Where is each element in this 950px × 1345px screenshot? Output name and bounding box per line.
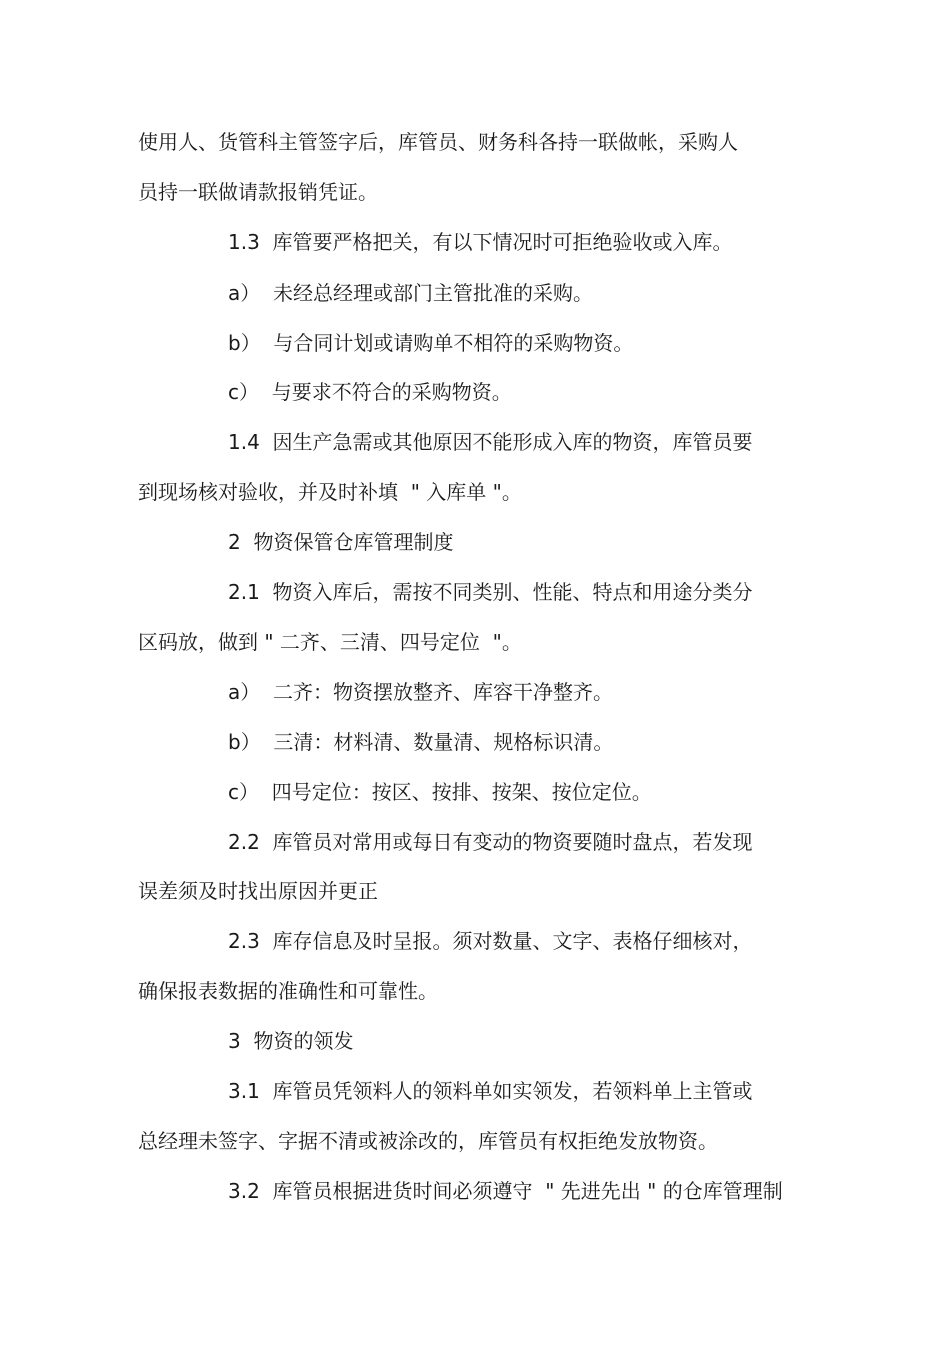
section-heading-3: 3 物资的领发 [228,1029,354,1053]
list-item-a-2: a） 二齐：物资摆放整齐、库容干净整齐。 [228,680,613,704]
paragraph-line-3: 1.3 库管要严格把关，有以下情况时可拒绝验收或入库。 [228,230,733,254]
paragraph-line-9: 误差须及时找出原因并更正 [138,879,378,903]
list-item-c-1: c） 与要求不符合的采购物资。 [228,380,512,404]
paragraph-line-6: 2.1 物资入库后，需按不同类别、性能、特点和用途分类分 [228,580,753,604]
paragraph-line-7: 区码放，做到 " 二齐、三清、四号定位 "。 [138,630,522,654]
paragraph-line-10: 2.3 库存信息及时呈报。须对数量、文字、表格仔细核对， [228,929,753,953]
paragraph-line-14: 3.2 库管员根据进货时间必须遵守 " 先进先出 " 的仓库管理制 [228,1179,783,1203]
section-heading-2: 2 物资保管仓库管理制度 [228,530,454,554]
list-item-b-2: b） 三清：材料清、数量清、规格标识清。 [228,730,614,754]
paragraph-line-11: 确保报表数据的准确性和可靠性。 [138,979,438,1003]
paragraph-line-4: 1.4 因生产急需或其他原因不能形成入库的物资，库管员要 [228,430,753,454]
list-item-c-2: c） 四号定位：按区、按排、按架、按位定位。 [228,780,652,804]
list-item-b-1: b） 与合同计划或请购单不相符的采购物资。 [228,331,634,355]
paragraph-line-2: 员持一联做请款报销凭证。 [138,180,378,204]
paragraph-line-8: 2.2 库管员对常用或每日有变动的物资要随时盘点，若发现 [228,830,753,854]
paragraph-line-13: 总经理未签字、字据不清或被涂改的，库管员有权拒绝发放物资。 [138,1129,718,1153]
paragraph-line-1: 使用人、货管科主管签字后，库管员、财务科各持一联做帐，采购人 [138,130,738,154]
paragraph-line-12: 3.1 库管员凭领料人的领料单如实领发，若领料单上主管或 [228,1079,753,1103]
list-item-a-1: a） 未经总经理或部门主管批准的采购。 [228,281,593,305]
paragraph-line-5: 到现场核对验收，并及时补填 " 入库单 "。 [138,480,522,504]
